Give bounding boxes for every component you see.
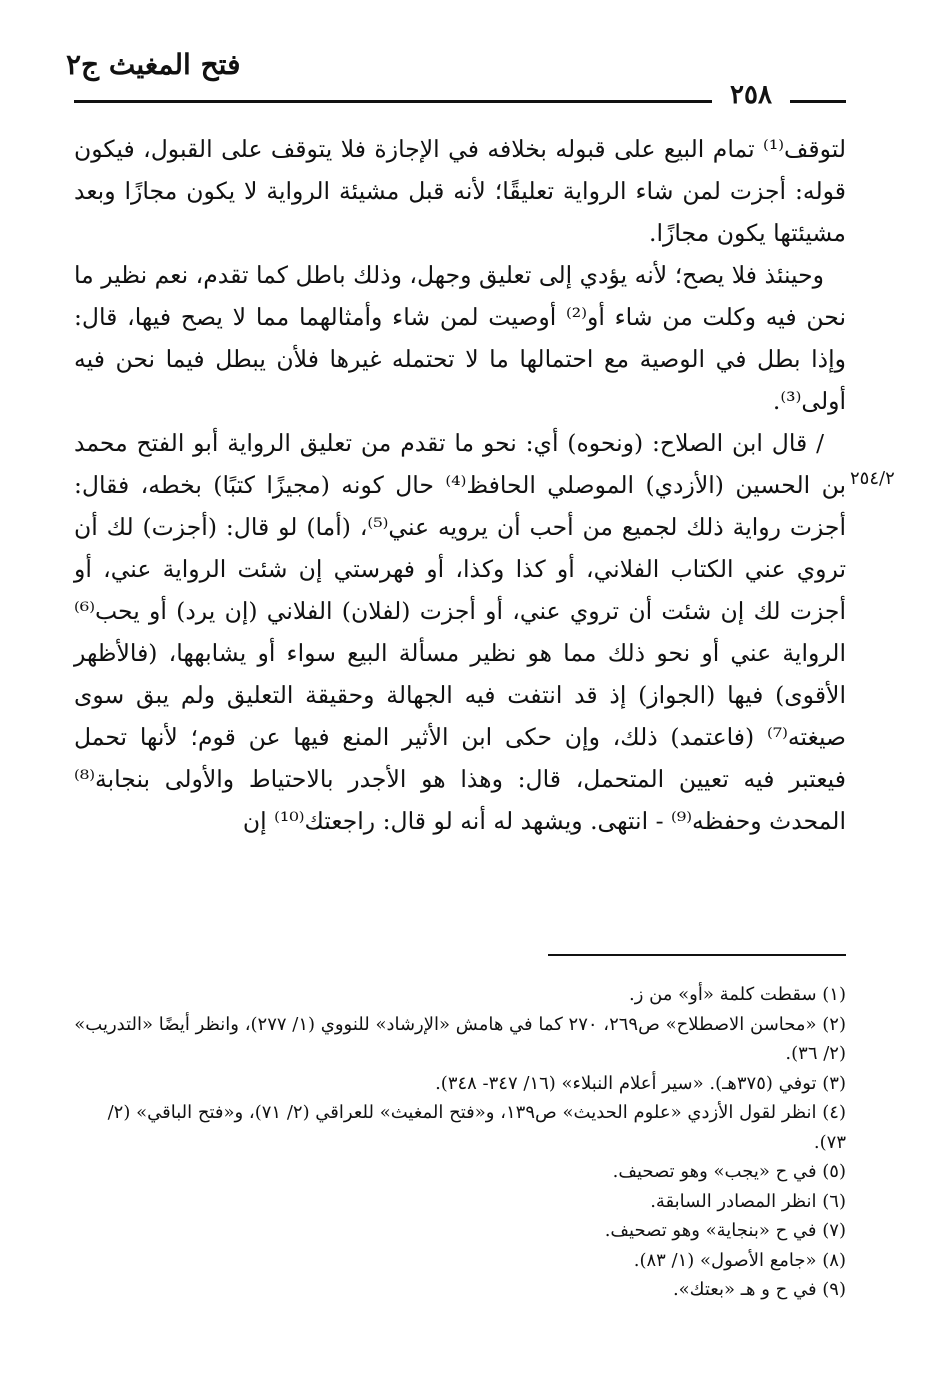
margin-reference: ٢٥٤/٢ bbox=[850, 468, 895, 489]
paragraph: لتوقف⁽¹⁾ تمام البيع على قبوله بخلافه في الإجازة فلا يتوقف على القبول، فيكون قوله: أجزت لمن شاء الرواية تعليقًا؛ لأنه قبل مشيئة الرواية لا يكون مجازًا وبعد مشيئتها يكون مجازًا. bbox=[74, 135, 846, 247]
running-header-title: فتح المغيث ج٢ bbox=[66, 48, 241, 81]
page-number: ٢٥٨ bbox=[730, 80, 772, 110]
footnote: (٧) في ح «بنجاية» وهو تصحيف. bbox=[604, 1220, 846, 1241]
footnote-separator bbox=[548, 954, 846, 956]
footnote: (٣) توفي (٣٧٥هـ). «سير أعلام النبلاء» (١٦/ ٣٤٧- ٣٤٨). bbox=[435, 1072, 846, 1094]
paragraph: / قال ابن الصلاح: (ونحوه) أي: نحو ما تقدم من تعليق الرواية أبو الفتح محمد بن الحسين (الأزدي) الموصلي الحافظ⁽⁴⁾ حال كونه (مجيزًا كتبًا) بخطه، فقال: أجزت رواية ذلك لجميع من أحب أن يرويه عني⁽⁵⁾، (أما) لو قال: (أجزت) لك أن تروي عني الكتاب الفلاني، أو كذا وكذا، أو فهرستي إن شئت الرواية عني، أو أجزت لك إن شئت أن تروي عني، أو أجزت (لفلان) الفلاني (إن يرد) أو يحب⁽⁶⁾ الرواية عني أو نحو ذلك مما هو نظير مسألة البيع سواء أو يشابهها، (فالأظهر الأقوى) فيها (الجواز) إذ قد انتفت فيه الجهالة وحقيقة التعليق ولم يبق سوى صيغته⁽⁷⁾ (فاعتمد) ذلك، وإن حكى ابن الأثير المنع فيها عن قوم؛ لأنها تحمل فيعتبر فيه تعيين المتحمل، قال: وهذا هو الأجدر بالاحتياط والأولى بنجابة⁽⁸⁾ المحدث وحفظه⁽⁹⁾ - انتهى. ويشهد له أنه لو قال: راجعتك⁽¹⁰⁾ إن bbox=[74, 429, 846, 835]
paragraph: وحينئذ فلا يصح؛ لأنه يؤدي إلى تعليق وجهل، وذلك باطل كما تقدم، نعم نظير ما نحن فيه وكلت من شاء أو⁽²⁾ أوصيت لمن شاء وأمثالهما مما لا يصح فيها، قال: وإذا بطل في الوصية مع احتمالها ما لا تحتمله غيرها فلأن يبطل فيما نحن فيه أولى⁽³⁾. bbox=[74, 261, 846, 415]
footnote: (٩) في ح و هـ «بعتك». bbox=[672, 1279, 846, 1300]
header-rule bbox=[74, 100, 712, 103]
footnote: (٨) «جامع الأصول» (١/ ٨٣). bbox=[633, 1249, 846, 1271]
footnote: (٦) انظر المصادر السابقة. bbox=[650, 1190, 846, 1212]
footnotes bbox=[74, 980, 846, 1305]
footnote: (١) سقطت كلمة «أو» من ز. bbox=[628, 984, 846, 1005]
header-rule-right bbox=[790, 100, 846, 103]
footnote: (٢) «محاسن الاصطلاح» ص٢٦٩، ٢٧٠ كما في هامش «الإرشاد» للنووي (١/ ٢٧٧)، وانظر أيضًا «التدريب» (٢/ ٣٦). bbox=[74, 1013, 846, 1064]
footnote: (٤) انظر لقول الأزدي «علوم الحديث» ص١٣٩، و«فتح المغيث» للعراقي (٢/ ٧١)، و«فتح الباقي» (٢/ ٧٣). bbox=[107, 1102, 846, 1153]
footnote: (٥) في ح «يجب» وهو تصحيف. bbox=[612, 1161, 846, 1182]
main-text bbox=[74, 128, 846, 842]
